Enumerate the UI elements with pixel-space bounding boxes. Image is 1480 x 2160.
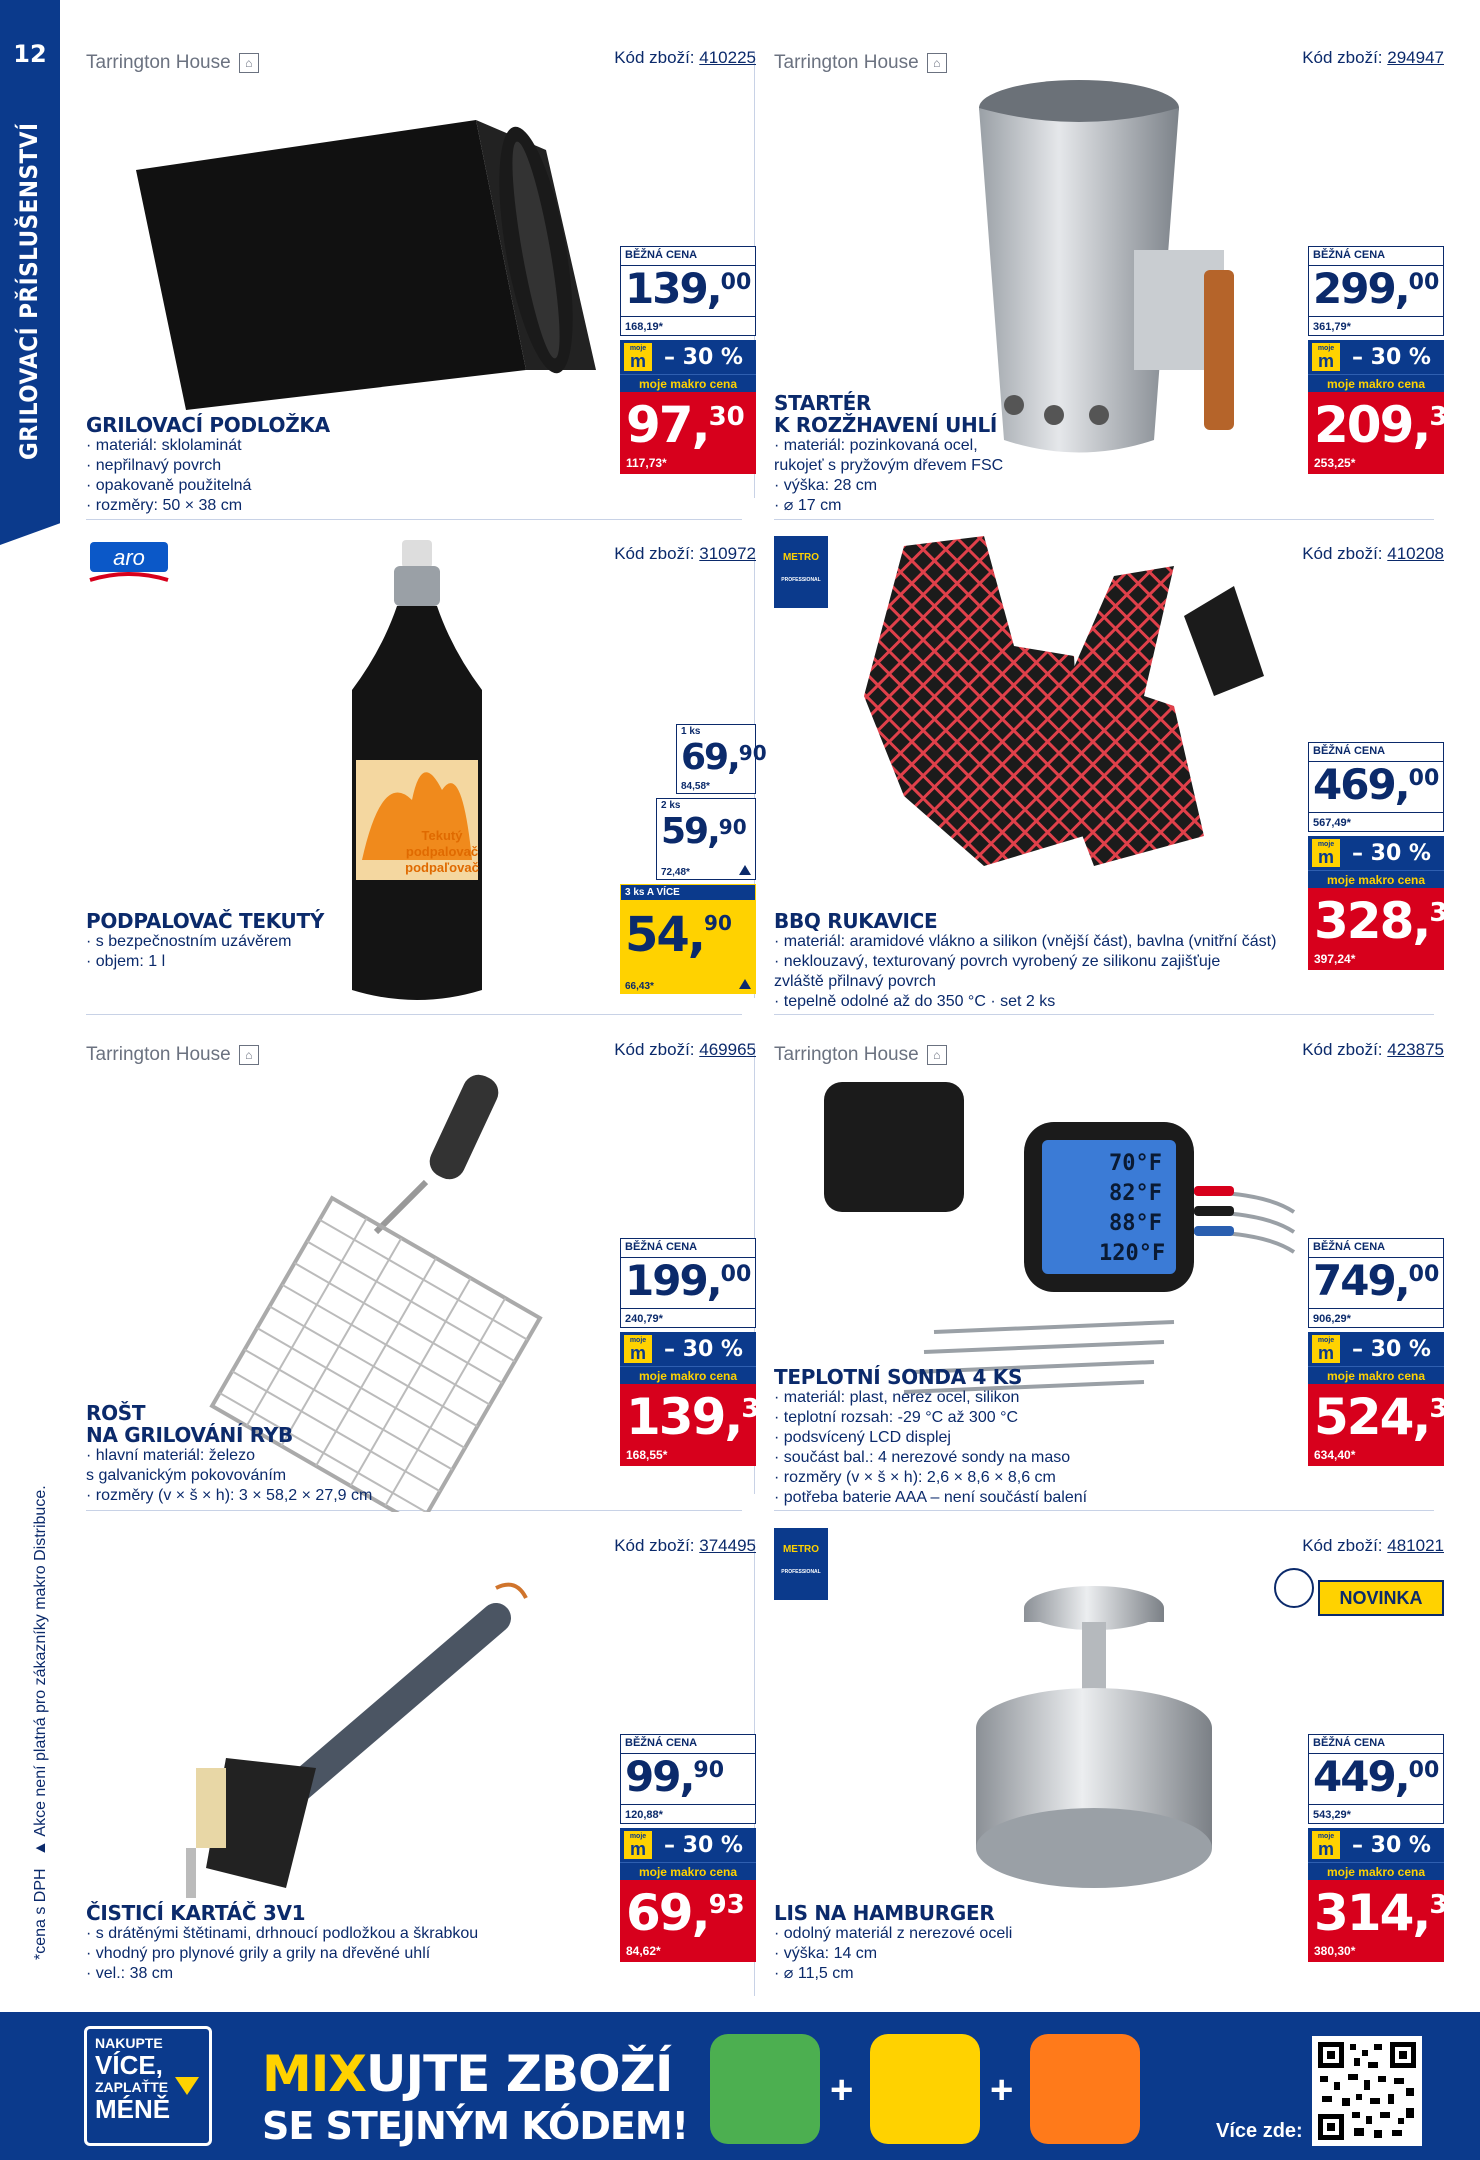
- house-icon: ⌂: [927, 53, 947, 73]
- product-card-thermometer-probe[interactable]: [774, 1032, 1466, 1532]
- tier-price-1: 1 ks 69,90 84,58*: [676, 724, 756, 794]
- product-name: GRILOVACÍ PODLOŽKA: [86, 413, 330, 437]
- moje-makro-cena-label: moje makro cena: [1308, 870, 1444, 888]
- regular-price: BĚŽNÁ CENA 749,00 906,29*: [1308, 1238, 1444, 1328]
- qr-code[interactable]: [1312, 2036, 1422, 2146]
- discount-badge: moje m – 30 %: [620, 1828, 756, 1862]
- product-code: Kód zboží: 469965: [614, 1040, 756, 1059]
- discount-badge: moje m – 30 %: [1308, 1828, 1444, 1862]
- makro-m-logo: moje m: [1312, 839, 1340, 867]
- svg-text:aro: aro: [113, 545, 145, 570]
- price-block: [1308, 1734, 1466, 1962]
- section-title: GRILOVACÍ PŘÍSLUŠENSTVÍ: [15, 122, 43, 460]
- product-card-lighter-fluid[interactable]: [86, 536, 767, 1036]
- product-specs: · hlavní materiál: železo s galvanickým pokovováním · rozměry (v × š × h): 3 × 58,2 × 27,9 cm: [86, 1447, 373, 1504]
- side-note-distribution: ▲ Akce není platná pro zákazníky makro Distribuce.: [32, 1485, 49, 1856]
- svg-text:120°F: 120°F: [1099, 1241, 1166, 1266]
- product-code: Kód zboží: 423875: [1302, 1040, 1444, 1059]
- puzzle-piece-icon: [710, 2034, 820, 2144]
- svg-text:podpaľovač: podpaľovač: [405, 860, 479, 875]
- price-block: [1308, 246, 1466, 474]
- sale-price: 97,30 117,73*: [620, 392, 756, 474]
- product-specs: · materiál: pozinkovaná ocel, rukojeť s pryžovým dřevem FSC · výška: 28 cm · ⌀ 17 cm: [774, 437, 1004, 514]
- sale-price: 139,30 168,55*: [620, 1384, 756, 1466]
- more-info-label: Více zde:: [1216, 2120, 1303, 2142]
- product-card-bbq-gloves[interactable]: [774, 536, 1466, 1036]
- discount-badge: moje m – 30 %: [620, 340, 756, 374]
- price-block: [620, 1238, 778, 1466]
- product-code: Kód zboží: 294947: [1302, 48, 1444, 67]
- burger-press-image: [964, 1578, 1224, 1908]
- svg-text:Tekutý: Tekutý: [421, 828, 463, 843]
- qr-pattern: [1318, 2042, 1416, 2140]
- price-block: [620, 246, 756, 474]
- grill-mat-image: [126, 110, 606, 410]
- regular-price: BĚŽNÁ CENA 199,00 240,79*: [620, 1238, 756, 1328]
- moje-makro-cena-label: moje makro cena: [1308, 1366, 1444, 1384]
- price-block: [620, 1734, 756, 1962]
- product-code: Kód zboží: 481021: [1302, 1536, 1444, 1555]
- product-specs: · materiál: aramidové vlákno a silikon (vnější část), bavlna (vnitřní část) · neklouzavý, texturovaný povrch vyrobený ze silikonu zajišťuje zvláště přilnavý povrch · tepelně odolné až do 350 °C · set 2 ks: [774, 933, 1277, 1010]
- aro-logo: [86, 540, 172, 588]
- moje-makro-cena-label: moje makro cena: [1308, 374, 1444, 392]
- product-name: TEPLOTNÍ SONDA 4 KS: [774, 1365, 1023, 1389]
- regular-price: BĚŽNÁ CENA 299,00 361,79*: [1308, 246, 1444, 336]
- sale-price: 69,93 84,62*: [620, 1880, 756, 1962]
- discount-badge: moje m – 30 %: [1308, 1332, 1444, 1366]
- price-block: [1308, 742, 1466, 970]
- product-card-grill-mat[interactable]: [86, 40, 756, 540]
- product-specs: · materiál: sklolaminát · nepřilnavý povrch · opakovaně použitelná · rozměry: 50 × 38 cm: [86, 437, 252, 514]
- makro-m-logo: moje m: [1312, 1831, 1340, 1859]
- house-icon: ⌂: [927, 1045, 947, 1065]
- product-name: ČISTICÍ KARTÁČ 3V1: [86, 1901, 306, 1925]
- product-specs: · odolný materiál z nerezové oceli · výška: 14 cm · ⌀ 11,5 cm: [774, 1925, 1013, 1982]
- brand-tarrington: Tarrington House ⌂: [86, 52, 259, 74]
- price-block: [1308, 1238, 1466, 1466]
- moje-makro-cena-label: moje makro cena: [620, 374, 756, 392]
- sale-price: 524,30 634,40*: [1308, 1384, 1444, 1466]
- product-name: BBQ RUKAVICE: [774, 909, 938, 933]
- makro-m-logo: moje m: [624, 343, 652, 371]
- product-card-chimney-starter[interactable]: [774, 40, 1466, 540]
- promo-headline: MIXUJTE ZBOŽÍ SE STEJNÝM KÓDEM!: [262, 2045, 688, 2148]
- chimney-starter-image: [974, 70, 1284, 470]
- metro-professional-logo: METRO PROFESSIONAL: [774, 1528, 828, 1600]
- moje-makro-cena-label: moje makro cena: [620, 1366, 756, 1384]
- thermometer-image: [794, 1082, 1314, 1412]
- eco-leaf-icon: [1274, 1568, 1314, 1608]
- product-card-burger-press[interactable]: [774, 1528, 1466, 2028]
- product-name: STARTÉR K ROZŽHAVENÍ UHLÍ: [774, 391, 998, 437]
- page-number: 12: [13, 40, 47, 68]
- svg-text:88°F: 88°F: [1109, 1211, 1162, 1236]
- warning-triangle-icon: [739, 865, 751, 875]
- makro-m-logo: moje m: [624, 1831, 652, 1859]
- product-specs: · s bezpečnostním uzávěrem · objem: 1 l: [86, 933, 292, 970]
- product-card-cleaning-brush[interactable]: [86, 1528, 756, 2028]
- product-specs: · s drátěnými štětinami, drhnoucí podložkou a škrabkou · vhodný pro plynové grily a grily na dřevěné uhlí · vel.: 38 cm: [86, 1925, 479, 1982]
- regular-price: BĚŽNÁ CENA 449,00 543,29*: [1308, 1734, 1444, 1824]
- gloves-image: [844, 536, 1304, 876]
- product-name: LIS NA HAMBURGER: [774, 1901, 995, 1925]
- regular-price: BĚŽNÁ CENA 139,00 168,19*: [620, 246, 756, 336]
- new-badge: NOVINKA: [1318, 1580, 1444, 1616]
- product-card-fish-grill-basket[interactable]: [86, 1032, 778, 1532]
- makro-m-logo: moje m: [1312, 1335, 1340, 1363]
- side-note-vat: *cena s DPH: [32, 1868, 49, 1960]
- product-specs: · materiál: plast, nerez ocel, silikon · teplotní rozsah: -29 °C až 300 °C · podsvícený LCD displej · součást bal.: 4 nerezové sondy na maso · rozměry (v × š × h): 2,6 × 8,6 × 8,6 cm · potřeba baterie AAA – není součástí balení: [774, 1389, 1088, 1506]
- product-code: Kód zboží: 310972: [614, 544, 756, 563]
- product-name: ROŠT NA GRILOVÁNÍ RYB: [86, 1401, 293, 1447]
- moje-makro-cena-label: moje makro cena: [620, 1862, 756, 1880]
- cart-badge: NAKUPTE VÍCE, ZAPLAŤTE MÉNĚ: [84, 2026, 212, 2146]
- makro-m-logo: moje m: [624, 1335, 652, 1363]
- house-icon: ⌂: [239, 1045, 259, 1065]
- discount-badge: moje m – 30 %: [1308, 836, 1444, 870]
- down-arrow-icon: [175, 2077, 199, 2095]
- product-code: Kód zboží: 410208: [1302, 544, 1444, 563]
- plus-icon: +: [830, 2068, 854, 2112]
- svg-text:70°F: 70°F: [1109, 1151, 1162, 1176]
- sale-price: 328,30 397,24*: [1308, 888, 1444, 970]
- product-code: Kód zboží: 410225: [614, 48, 756, 67]
- warning-triangle-icon: [739, 979, 751, 989]
- regular-price: BĚŽNÁ CENA 99,90 120,88*: [620, 1734, 756, 1824]
- bottle-image: [342, 540, 492, 1010]
- brand-tarrington: Tarrington House ⌂: [86, 1044, 259, 1066]
- plus-icon: +: [990, 2068, 1014, 2112]
- product-name: PODPALOVAČ TEKUTÝ: [86, 909, 325, 933]
- discount-badge: moje m – 30 %: [1308, 340, 1444, 374]
- brand-tarrington: Tarrington House ⌂: [774, 52, 947, 74]
- moje-makro-cena-label: moje makro cena: [1308, 1862, 1444, 1880]
- promo-banner[interactable]: [0, 2012, 1480, 2160]
- sale-price: 209,30 253,25*: [1308, 392, 1444, 474]
- house-icon: ⌂: [239, 53, 259, 73]
- brand-tarrington: Tarrington House ⌂: [774, 1044, 947, 1066]
- makro-m-logo: moje m: [1312, 343, 1340, 371]
- puzzle-piece-icon: [1030, 2034, 1140, 2144]
- puzzle-piece-icon: [870, 2034, 980, 2144]
- regular-price: BĚŽNÁ CENA 469,00 567,49*: [1308, 742, 1444, 832]
- product-code: Kód zboží: 374495: [614, 1536, 756, 1555]
- tier-price-3: 3 ks A VÍCE 54,90 66,43*: [620, 884, 756, 994]
- brush-image: [166, 1568, 586, 1908]
- svg-text:podpalovač: podpalovač: [405, 844, 479, 859]
- tier-price-2: 2 ks 59,90 72,48*: [656, 798, 756, 880]
- svg-text:82°F: 82°F: [1109, 1181, 1162, 1206]
- sale-price: 314,30 380,30*: [1308, 1880, 1444, 1962]
- metro-professional-logo: METRO PROFESSIONAL: [774, 536, 828, 608]
- discount-badge: moje m – 30 %: [620, 1332, 756, 1366]
